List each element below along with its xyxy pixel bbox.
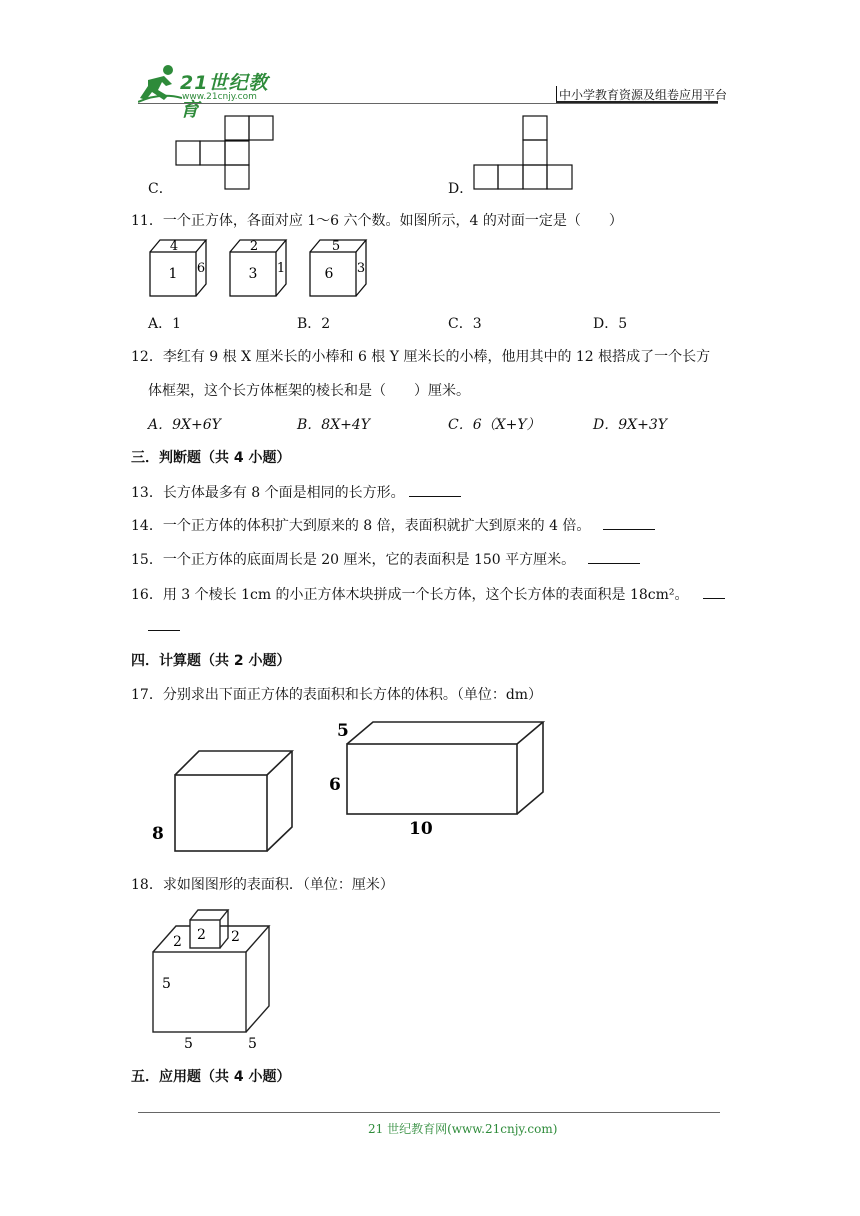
q12-option-d: D．9X+3Y bbox=[593, 417, 667, 433]
die-3-side: 3 bbox=[356, 261, 366, 276]
q12-option-b: B．8X+4Y bbox=[297, 417, 371, 433]
die-2-top: 2 bbox=[249, 239, 259, 254]
die-2-side: 1 bbox=[276, 261, 286, 276]
small-cube-front-label: 2 bbox=[197, 927, 206, 943]
q13-answer-blank[interactable] bbox=[409, 482, 461, 497]
q16-text bbox=[131, 584, 725, 604]
die-3-top: 5 bbox=[331, 239, 341, 254]
q15-answer-blank[interactable] bbox=[588, 549, 640, 564]
q15-statement: 15．一个正方体的底面周长是 20 厘米，它的表面积是 150 平方厘米。 bbox=[131, 552, 576, 568]
stacked-cubes-figure bbox=[148, 906, 278, 1052]
cube-figure bbox=[148, 745, 298, 855]
q11-option-b: B．2 bbox=[297, 316, 331, 332]
q12-line2: 体框架，这个长方体框架的棱长和是（ ）厘米。 bbox=[148, 383, 470, 399]
die-1-front: 1 bbox=[168, 266, 178, 282]
q11-option-d: D．5 bbox=[593, 316, 628, 332]
die-1-top: 4 bbox=[169, 239, 179, 254]
die-2-front: 3 bbox=[248, 266, 258, 282]
dice-figure-2 bbox=[226, 236, 292, 300]
cube-edge-label: 8 bbox=[152, 824, 164, 844]
small-cube-left-label: 2 bbox=[173, 934, 182, 950]
cuboid-figure bbox=[325, 716, 550, 840]
q14-text bbox=[131, 515, 655, 535]
footer-rule bbox=[138, 1112, 720, 1113]
dice-figure-1 bbox=[146, 236, 212, 300]
runner-logo-icon bbox=[138, 62, 182, 104]
q16-statement: 16．用 3 个棱长 1cm 的小正方体木块拼成一个长方体，这个长方体的表面积是 18cm²。 bbox=[131, 587, 689, 603]
cuboid-depth-label: 5 bbox=[337, 721, 349, 741]
header-rule bbox=[138, 103, 718, 104]
q14-answer-blank[interactable] bbox=[603, 515, 655, 530]
header-platform: 中小学教育资源及组卷应用平台 bbox=[556, 86, 727, 103]
logo-url: www.21cnjy.com bbox=[182, 92, 257, 102]
section-3-heading: 三．判断题（共 4 小题） bbox=[131, 450, 291, 466]
dice-figure-3 bbox=[306, 236, 372, 300]
q16-answer-blank-a[interactable] bbox=[703, 584, 725, 599]
net-c-figure bbox=[175, 115, 275, 191]
net-d-figure bbox=[473, 115, 575, 191]
section-4-heading: 四．计算题（共 2 小题） bbox=[131, 653, 291, 669]
cuboid-length-label: 10 bbox=[409, 819, 433, 839]
header-rule-thick bbox=[556, 101, 718, 103]
q11-text: 11．一个正方体，各面对应 1～6 六个数。如图所示，4 的对面一定是（ ） bbox=[131, 213, 623, 229]
q18-text: 18．求如图图形的表面积．（单位：厘米） bbox=[131, 877, 394, 893]
q13-text bbox=[131, 482, 461, 502]
big-cube-height-label: 5 bbox=[162, 976, 171, 992]
q10-option-d-label: D． bbox=[448, 181, 474, 197]
die-3-front: 6 bbox=[324, 266, 334, 282]
die-1-side: 6 bbox=[196, 261, 206, 276]
q12-line1: 12．李红有 9 根 X 厘米长的小棒和 6 根 Y 厘米长的小棒，他用其中的 12 根搭成了一个长方 bbox=[131, 349, 711, 365]
header-logo bbox=[138, 62, 288, 121]
logo-title: 21世纪教育 bbox=[180, 72, 269, 121]
q13-statement: 13．长方体最多有 8 个面是相同的长方形。 bbox=[131, 485, 405, 501]
q11-option-c: C．3 bbox=[448, 316, 482, 332]
q12-option-c: C．6（X+Y） bbox=[448, 417, 541, 433]
q17-text: 17．分别求出下面正方体的表面积和长方体的体积。（单位：dm） bbox=[131, 687, 543, 703]
q12-option-a: A．9X+6Y bbox=[148, 417, 221, 433]
footer-text: 21 世纪教育网(www.21cnjy.com) bbox=[368, 1122, 558, 1136]
q16-answer-blank-b[interactable] bbox=[148, 630, 180, 631]
section-5-heading: 五．应用题（共 4 小题） bbox=[131, 1069, 291, 1085]
cuboid-height-label: 6 bbox=[329, 775, 341, 795]
q14-statement: 14．一个正方体的体积扩大到原来的 8 倍，表面积就扩大到原来的 4 倍。 bbox=[131, 518, 591, 534]
q15-text bbox=[131, 549, 640, 569]
small-cube-right-label: 2 bbox=[231, 929, 240, 945]
big-cube-depth-label: 5 bbox=[248, 1036, 257, 1052]
big-cube-bottom-label: 5 bbox=[184, 1036, 193, 1052]
q10-option-c-label: C． bbox=[148, 181, 173, 197]
q11-option-a: A．1 bbox=[148, 316, 182, 332]
